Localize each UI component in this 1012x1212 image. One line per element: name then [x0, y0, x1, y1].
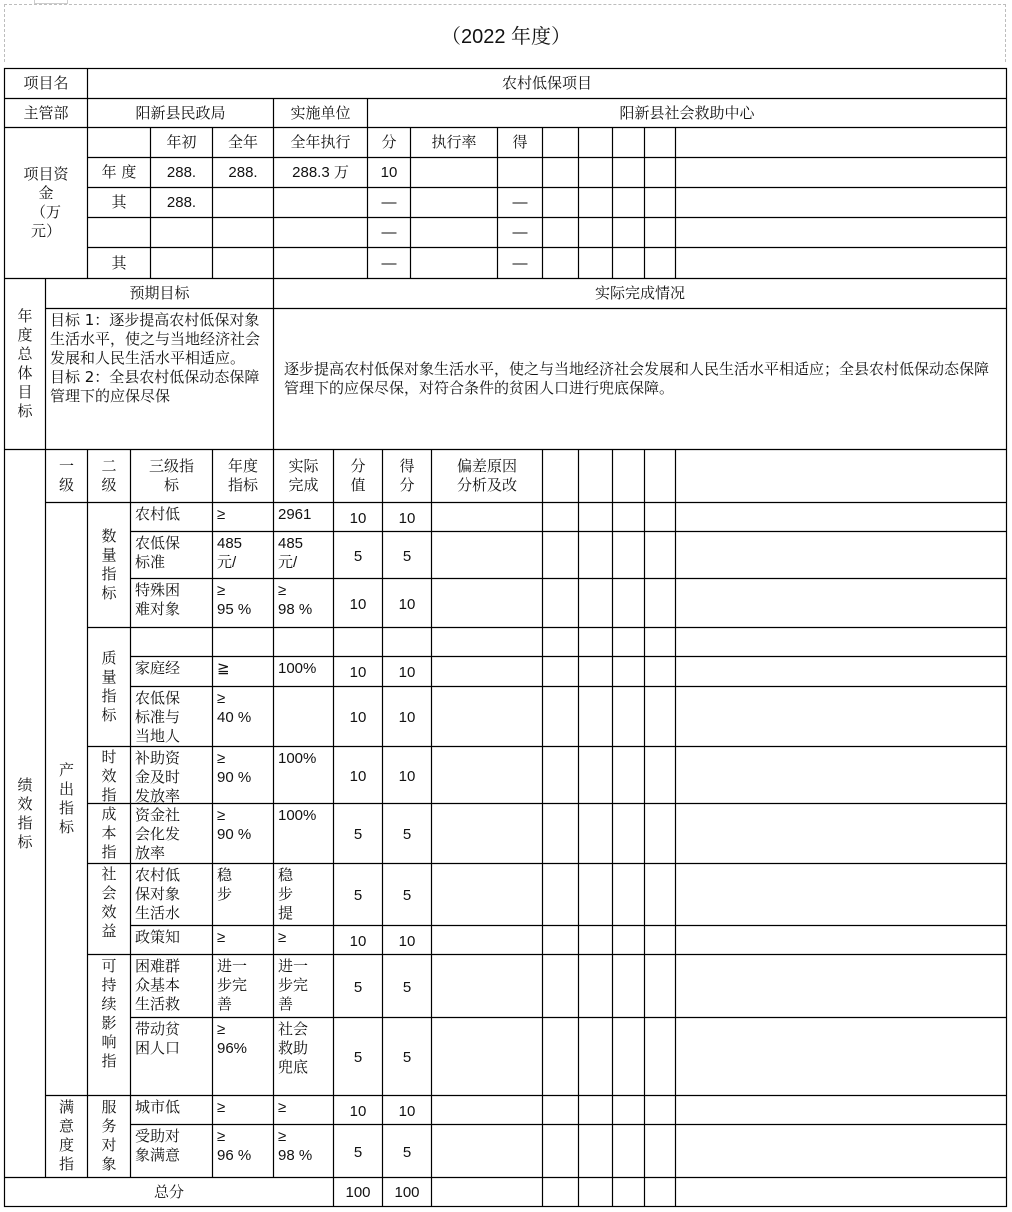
total-label: 总分	[153, 1182, 184, 1201]
fund-row-name: 年 度	[101, 163, 137, 181]
indicator-score: 5	[353, 1143, 363, 1161]
indicator-l3: 城市低	[135, 1098, 181, 1116]
indicator-score: 10	[349, 664, 367, 681]
year-title: （2022 年度）	[440, 26, 572, 48]
indicator-target: ≥	[217, 929, 226, 946]
indicator-get	[383, 630, 431, 656]
perf-header-score: 分 值	[350, 457, 366, 494]
indicator-actual: 进一 步完 善	[278, 958, 309, 1013]
l1-satisfy-label: 满 意 度 指	[58, 1098, 74, 1173]
indicator-l3: 农低保 标准与 当地人	[135, 689, 181, 745]
indicator-score	[334, 630, 382, 656]
perf-header-l1: 一 级	[58, 457, 74, 494]
indicator-l3	[131, 630, 212, 656]
perf-header-actual: 实际 完成	[288, 457, 319, 494]
total-get: 100	[394, 1183, 420, 1201]
indicator-l3: 受助对 象满意	[135, 1127, 181, 1164]
fund-row-full: 288.	[228, 164, 258, 181]
indicator-get: 10	[398, 932, 416, 950]
indicator-score: 10	[349, 595, 367, 613]
indicator-score: 5	[353, 1049, 363, 1066]
indicator-score: 10	[349, 767, 367, 785]
perf-header-get: 得 分	[399, 457, 415, 494]
funds-col-init: 年初	[166, 133, 197, 151]
indicator-target: ≥ 40 %	[217, 690, 252, 726]
indicator-actual: 100%	[278, 750, 317, 767]
indicator-actual: 100%	[278, 807, 317, 824]
indicator-target: ≧	[217, 660, 230, 677]
goals-side-label: 年 度 总 体 目 标	[17, 307, 33, 420]
indicator-get: 5	[402, 1143, 412, 1161]
l2-timeliness-label: 时 效 指	[101, 748, 117, 803]
indicator-l3: 资金社 会化发 放率	[135, 806, 181, 862]
funds-col-rate: 执行率	[431, 133, 477, 151]
l2-quantity-label: 数 量 指 标	[101, 527, 117, 602]
indicator-score: 5	[353, 547, 363, 565]
fund-row-full	[213, 188, 273, 217]
fund-row-score: —	[381, 194, 397, 211]
indicator-get: 10	[398, 767, 416, 785]
indicator-actual: 稳 步 提	[278, 867, 294, 922]
indicator-actual	[274, 630, 333, 656]
project-name-value: 农村低保项目	[501, 74, 592, 92]
perf-header-target: 年度 指标	[227, 457, 258, 494]
indicator-score: 10	[349, 932, 367, 950]
indicator-l3: 农村低	[135, 505, 181, 523]
fund-row-score: —	[381, 224, 397, 241]
perf-header-l2: 二 级	[101, 457, 117, 494]
goals-actual-text: 逐步提高农村低保对象生活水平，使之与当地经济社会发展和人民生活水平相适应；全县农村低保动态保障管理下的应保尽保，对符合条件的贫困人口进行兜底保障。	[284, 360, 990, 397]
indicator-target	[213, 630, 273, 656]
funds-label: 项目资 金 （万 元）	[23, 165, 69, 240]
indicator-get: 10	[398, 509, 416, 527]
fund-row-score: 10	[380, 164, 398, 181]
l2-sustain-label: 可 持 续 影 响 指	[101, 957, 117, 1070]
indicator-score: 5	[353, 826, 363, 843]
indicator-target: ≥ 90 %	[217, 807, 252, 843]
funds-col-score: 分	[381, 133, 397, 151]
funds-col-full: 全年	[227, 133, 258, 151]
fund-row-full	[213, 218, 273, 247]
indicator-target: 485 元/	[217, 535, 243, 571]
indicator-target: ≥	[217, 1099, 226, 1116]
fund-row-rate	[411, 248, 497, 278]
fund-row-exec	[274, 188, 367, 217]
indicator-target: ≥ 96 %	[217, 1128, 252, 1164]
dept-value: 阳新县民政局	[135, 103, 226, 122]
indicator-actual: ≥	[278, 1099, 287, 1116]
project-name-label: 项目名	[23, 74, 69, 92]
indicator-score: 10	[349, 1102, 367, 1120]
l2-service-label: 服 务 对 象	[101, 1098, 117, 1173]
indicator-target: 进一 步完 善	[217, 958, 248, 1013]
fund-row-score: —	[381, 254, 397, 272]
dept-label: 主管部	[23, 103, 69, 122]
indicator-actual: 100%	[278, 660, 317, 677]
l2-social-label: 社 会 效 益	[101, 865, 117, 940]
indicator-l3: 农村低 保对象 生活水	[135, 866, 181, 922]
indicator-actual: 2961	[278, 506, 312, 523]
perf-header-reason: 偏差原因 分析及改	[456, 457, 517, 494]
indicator-score: 5	[353, 978, 363, 996]
fund-row-exec: 288.3 万	[292, 164, 349, 181]
indicator-target: ≥ 90 %	[217, 750, 252, 786]
indicator-target: ≥ 95 %	[217, 582, 252, 618]
indicator-score: 10	[349, 709, 367, 726]
goals-actual-label: 实际完成情况	[594, 284, 685, 302]
goals-expected-label: 预期目标	[129, 284, 190, 302]
total-score: 100	[345, 1183, 371, 1201]
fund-row-init	[151, 218, 212, 247]
fund-row-get: —	[512, 194, 528, 211]
indicator-get: 5	[402, 978, 412, 996]
indicator-actual: 485 元/	[278, 535, 304, 571]
fund-row-init	[151, 248, 212, 278]
indicator-l3: 农低保 标准	[135, 534, 181, 571]
indicator-l3: 政策知	[135, 928, 181, 946]
l1-output-label: 产 出 指 标	[58, 761, 74, 836]
perf-side-label: 绩 效 指 标	[17, 775, 33, 851]
indicator-get: 5	[402, 887, 412, 904]
indicator-get: 10	[398, 595, 416, 613]
fund-row-rate	[411, 188, 497, 217]
indicator-get: 5	[402, 547, 412, 565]
fund-row-init: 288.	[166, 164, 197, 181]
indicator-actual: ≥	[278, 929, 287, 946]
indicator-actual: 社会 救助 兜底	[278, 1021, 309, 1076]
indicator-actual: ≥ 98 %	[278, 1128, 313, 1164]
indicator-l3: 补助资 金及时 发放率	[135, 749, 181, 803]
indicator-l3: 家庭经	[135, 659, 181, 677]
fund-row-get: —	[512, 224, 528, 241]
indicator-l3: 困难群 众基本 生活救	[135, 957, 181, 1013]
funds-col-get: 得	[512, 133, 528, 151]
fund-row-get: —	[512, 254, 528, 272]
impl-value: 阳新县社会救助中心	[619, 103, 755, 122]
fund-row-exec	[274, 248, 367, 278]
indicator-score: 5	[353, 887, 363, 904]
indicator-target: 稳 步	[217, 867, 233, 903]
l2-quality-label: 质 量 指 标	[101, 649, 117, 724]
fund-row-get	[498, 158, 542, 187]
goals-expected-text: 目标 1：逐步提高农村低保对象生活水平，使之与当地经济社会发展和人民生活水平相适应。 目标 2：全县农村低保动态保障管理下的应保尽保	[50, 311, 261, 405]
fund-row-name: 其	[111, 193, 127, 211]
indicator-target: ≥ 96%	[217, 1021, 248, 1057]
funds-col-exec: 全年执行	[290, 133, 351, 151]
indicator-l3: 特殊困 难对象	[135, 581, 181, 618]
fund-row-rate	[411, 218, 497, 247]
fund-row-name	[88, 218, 150, 247]
indicator-actual	[274, 689, 333, 746]
indicator-get: 5	[402, 1049, 412, 1066]
indicator-l3: 带动贫 困人口	[135, 1020, 181, 1057]
indicator-get: 10	[398, 709, 416, 726]
fund-row-full	[213, 248, 273, 278]
fund-row-name: 其	[111, 253, 127, 272]
impl-label: 实施单位	[290, 103, 351, 122]
indicator-get: 5	[402, 826, 412, 843]
indicator-score: 10	[349, 509, 367, 527]
indicator-get: 10	[398, 664, 416, 681]
fund-row-init: 288.	[166, 194, 197, 211]
l2-cost-label: 成 本 指	[101, 805, 117, 861]
fund-row-exec	[274, 218, 367, 247]
indicator-get: 10	[398, 1102, 416, 1120]
indicator-actual: ≥ 98 %	[278, 582, 313, 618]
perf-header-l3: 三级指 标	[148, 457, 194, 494]
fund-row-rate	[411, 158, 497, 187]
indicator-target: ≥	[217, 506, 226, 523]
